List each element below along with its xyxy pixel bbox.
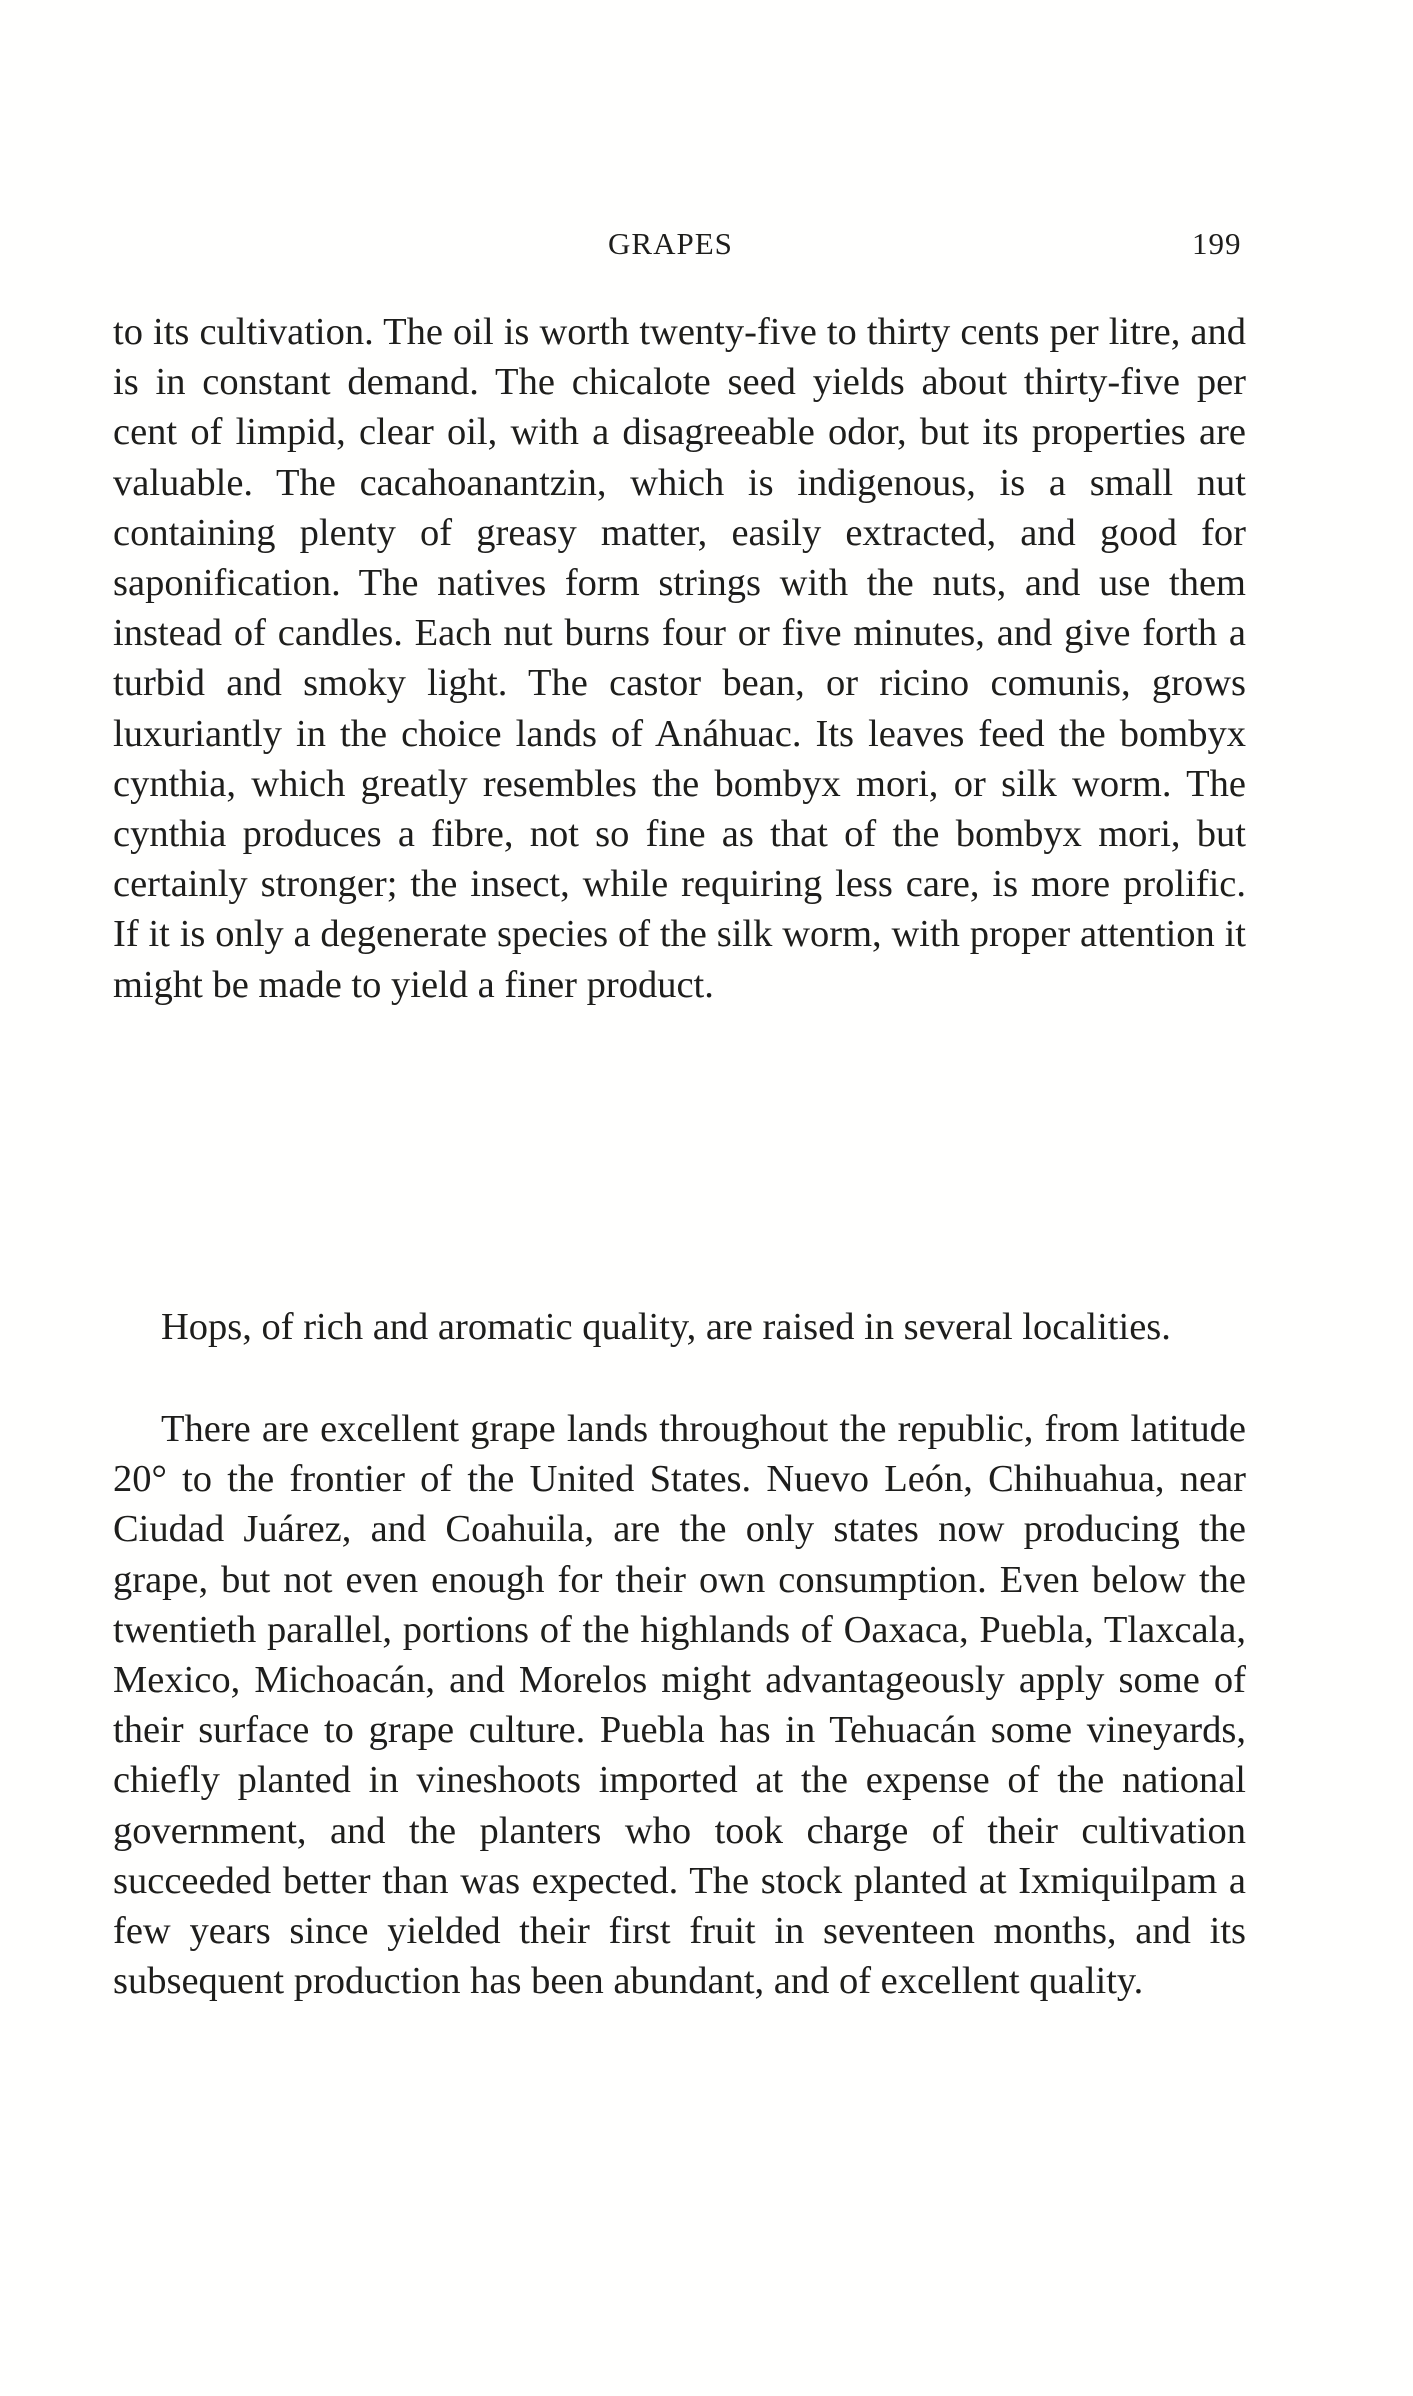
paragraph-hops: Hops, of rich and aromatic quality, are raised in several localities. [161, 1306, 1171, 1348]
paragraph-grape-lands: There are excellent grape lands throughout the republic, from latitude 20° to the frontier of the United States. Nuevo León, Chihuahua, near Ciudad Juárez, and Coahuila, are the only states now producing the grape, but not even enough for their own consumption. Even below the twentieth parallel, portions of the highlands of Oaxaca, Puebla, Tlaxcala, Mexico, Michoacán, and Morelos might advantageously apply some of their surface to grape culture. Puebla has in Tehuacán some vineyards, chiefly planted in vineshoots imported at the expense of the national government, and the planters who took charge of their cultivation succeeded better than was expected. The stock planted at Ixmiquilpam a few years since yielded their first fruit in seventeen months, and its subsequent production has been abundant, and of excellent quality. [113, 1408, 1246, 2003]
running-head [0, 218, 1413, 268]
page-number: 199 [1192, 226, 1242, 261]
paragraph-oil-and-silk: to its cultivation. The oil is worth twenty-five to thirty cents per litre, and is in constant demand. The chicalote seed yields about thirty-five per cent of limpid, clear oil, with a disagreeable odor, but its properties are valuable. The cacahoanantzin, which is indigenous, is a small nut containing plenty of greasy matter, easily extracted, and good for saponification. The natives form strings with the nuts, and use them instead of candles. Each nut burns four or five minutes, and give forth a turbid and smoky light. The castor bean, or ricino comunis, grows luxuriantly in the choice lands of Anáhuac. Its leaves feed the bombyx cynthia, which greatly resembles the bombyx mori, or silk worm. The cynthia produces a fibre, not so fine as that of the bombyx mori, but certainly stronger; the insect, while requiring less care, is more prolific. If it is only a degenerate species of the silk worm, with proper attention it might be made to yield a finer product. [113, 311, 1246, 1006]
text-block-hops [113, 1302, 1246, 1352]
text-block-continuation [113, 307, 1246, 1010]
text-block-grapes [113, 1404, 1246, 2006]
running-title: GRAPES [608, 226, 733, 261]
